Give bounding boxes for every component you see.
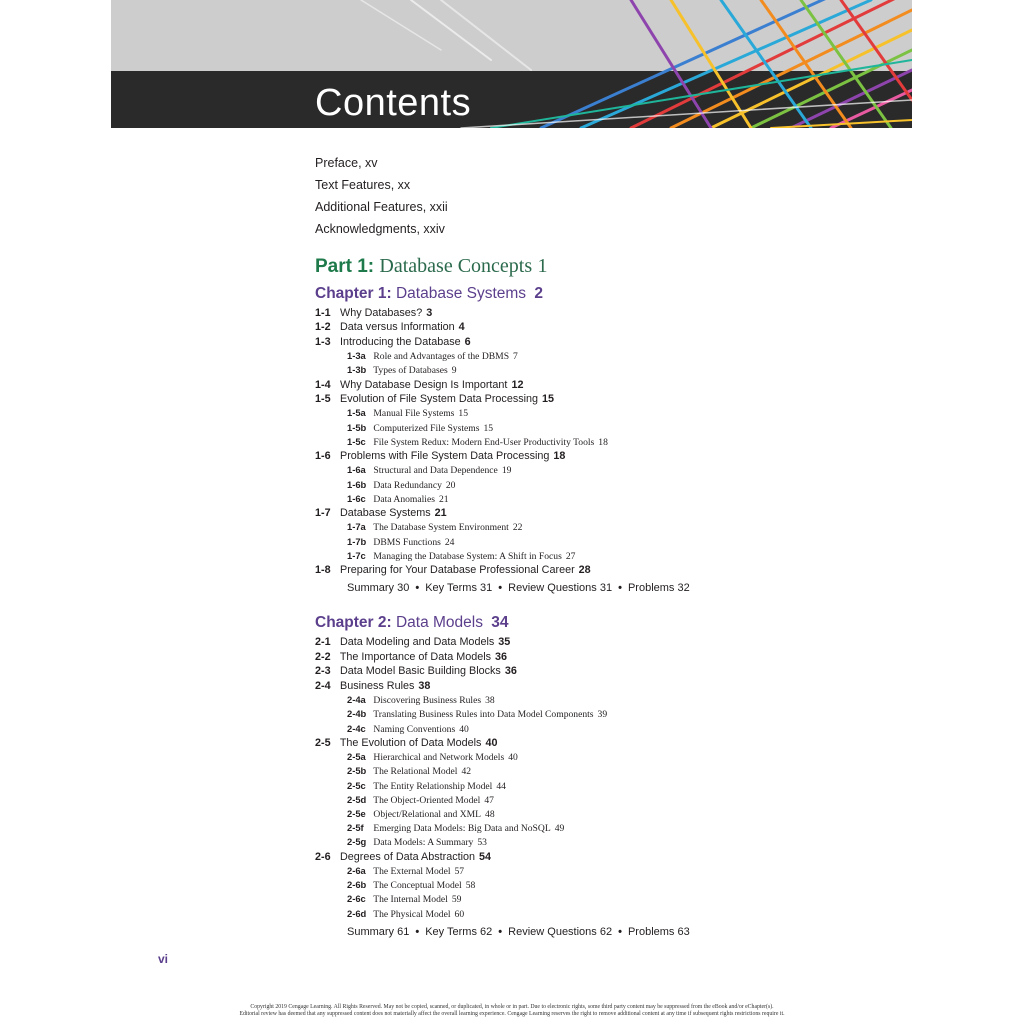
section-title: Preparing for Your Database Professional Career — [340, 564, 575, 577]
section-number: 2-1 — [315, 636, 331, 649]
summary-item[interactable]: Problems 32 — [627, 582, 690, 595]
section-page: 21 — [438, 493, 449, 505]
section-page: 59 — [451, 894, 462, 906]
toc-subsection-row[interactable] — [315, 463, 875, 477]
section-title: Data Anomalies — [373, 493, 435, 505]
toc-section-row[interactable] — [315, 306, 875, 320]
section-page: 38 — [485, 695, 495, 707]
section-page: 40 — [459, 723, 469, 735]
section-title: The Importance of Data Models — [339, 650, 492, 663]
bullet-separator: • — [498, 582, 503, 595]
section-number: 2-3 — [315, 665, 331, 678]
section-page: 57 — [454, 865, 465, 877]
part-label: Part 1: — [315, 256, 375, 277]
bullet-separator: • — [415, 925, 420, 938]
section-title: The Internal Model — [373, 894, 448, 906]
section-title: Data versus Information — [340, 321, 455, 334]
section-page: 28 — [578, 564, 591, 577]
toc-subsection-row[interactable] — [315, 793, 875, 807]
section-page: 49 — [554, 823, 565, 835]
summary-item[interactable]: Summary 61 — [347, 925, 410, 938]
front-matter-item[interactable]: Additional Features, xxii — [315, 200, 448, 214]
part-page: 1 — [537, 255, 548, 277]
section-page: 35 — [498, 636, 511, 649]
bullet-separator: • — [618, 925, 622, 938]
part-heading[interactable] — [315, 253, 875, 280]
section-page: 39 — [597, 709, 608, 721]
section-number: 2-5f — [347, 822, 364, 834]
toc-subsection-row[interactable] — [315, 722, 875, 736]
section-page: 53 — [477, 837, 487, 849]
summary-item[interactable]: Key Terms 62 — [425, 925, 493, 938]
toc-subsection-row[interactable] — [315, 707, 875, 721]
section-page: 20 — [445, 479, 456, 491]
decorative-lines-graphic — [111, 0, 912, 128]
section-title: Business Rules — [340, 679, 415, 692]
section-number: 1-3b — [347, 364, 367, 376]
section-number: 2-5d — [347, 793, 367, 805]
section-title: Naming Conventions — [373, 723, 456, 735]
section-title: Hierarchical and Network Models — [373, 752, 505, 764]
section-page: 15 — [542, 393, 555, 406]
toc-subsection-row[interactable] — [315, 349, 875, 363]
chapter-heading[interactable] — [315, 613, 875, 633]
section-number: 2-5 — [315, 736, 331, 749]
section-title: Database Systems — [340, 507, 431, 520]
page-number: vi — [158, 952, 169, 966]
section-number: 1-6a — [347, 464, 366, 476]
chapter-1 — [315, 284, 875, 595]
section-number: 1-5b — [347, 421, 367, 433]
toc-subsection-row[interactable] — [315, 520, 875, 534]
section-number: 2-5e — [347, 807, 366, 819]
section-title: Why Databases? — [340, 307, 423, 319]
toc-subsection-row[interactable] — [315, 892, 875, 906]
section-number: 2-5a — [347, 751, 366, 763]
section-page: 38 — [418, 679, 431, 692]
toc-subsection-row[interactable] — [315, 821, 875, 835]
section-title: File System Redux: Modern End-User Productivity Tools — [373, 436, 595, 448]
section-page: 15 — [458, 408, 469, 420]
toc-subsection-row[interactable] — [315, 363, 875, 377]
toc-subsection-row[interactable] — [315, 764, 875, 778]
section-number: 1-4 — [315, 378, 331, 391]
section-title: Degrees of Data Abstraction — [340, 850, 476, 863]
chapter-summary-line — [315, 925, 875, 939]
section-number: 2-4 — [315, 679, 331, 692]
chapter-title: Data Models — [395, 614, 483, 632]
section-page: 18 — [553, 450, 566, 463]
toc-subsection-row[interactable] — [315, 693, 875, 707]
section-number: 2-4a — [347, 694, 366, 706]
front-matter-item[interactable]: Text Features, xx — [315, 178, 411, 192]
section-number: 1-5a — [347, 407, 366, 419]
toc-section-row[interactable] — [315, 506, 875, 520]
toc-subsection-row[interactable] — [315, 549, 875, 563]
toc-section-row[interactable] — [315, 449, 875, 463]
chapter-1-sections — [315, 306, 875, 577]
section-title: Emerging Data Models: Big Data and NoSQL — [373, 823, 551, 835]
section-page: 42 — [461, 766, 472, 778]
chapter-title: Database Systems — [395, 285, 527, 302]
section-number: 1-5 — [315, 393, 331, 406]
section-title: Structural and Data Dependence — [373, 465, 498, 477]
section-title: Data Models: A Summary — [373, 837, 474, 849]
front-matter-list — [315, 152, 448, 240]
toc-section-row[interactable] — [315, 679, 875, 693]
section-number: 1-6c — [347, 492, 366, 504]
section-page: 40 — [485, 736, 498, 749]
toc-subsection-row[interactable] — [315, 435, 875, 449]
section-page: 48 — [485, 808, 495, 820]
section-title: Object/Relational and XML — [373, 808, 482, 820]
toc-subsection-row[interactable] — [315, 421, 875, 435]
summary-item[interactable]: Key Terms 31 — [425, 582, 493, 595]
toc-section-row[interactable] — [315, 563, 875, 577]
toc-subsection-row[interactable] — [315, 835, 875, 849]
toc-section-row[interactable] — [315, 378, 875, 392]
toc-subsection-row[interactable] — [315, 478, 875, 492]
section-title: The External Model — [373, 865, 451, 877]
summary-item[interactable]: Review Questions 62 — [508, 925, 613, 938]
copyright-notice — [190, 1004, 834, 1018]
toc-subsection-row[interactable] — [315, 864, 875, 878]
toc-section-row[interactable] — [315, 736, 875, 750]
part-title: Database Concepts — [379, 255, 533, 277]
section-title: DBMS Functions — [373, 536, 441, 548]
chapter-summary-line — [315, 581, 875, 595]
section-number: 2-4b — [347, 708, 367, 720]
bullet-separator: • — [618, 582, 622, 595]
section-title: Why Database Design Is Important — [340, 378, 508, 391]
summary-item[interactable]: Review Questions 31 — [508, 582, 613, 595]
section-page: 47 — [484, 794, 494, 806]
front-matter-item[interactable]: Preface, xv — [315, 156, 378, 170]
section-number: 2-5c — [347, 779, 366, 791]
toc-section-row[interactable] — [315, 650, 875, 664]
section-title: Types of Databases — [373, 365, 448, 377]
section-title: The Entity Relationship Model — [373, 780, 493, 792]
toc-subsection-row[interactable] — [315, 535, 875, 549]
toc-subsection-row[interactable] — [315, 807, 875, 821]
section-page: 7 — [513, 351, 518, 363]
section-title: Managing the Database System: A Shift in Focus — [373, 550, 562, 562]
header-banner — [111, 0, 912, 128]
section-page: 21 — [434, 507, 447, 520]
copyright-line: Editorial review has deemed that any suppressed content does not materially affect the overall learning experience. Cengage Learning reserves the right to remove additional content at any time if subsequent rights restrictions require it. — [239, 1011, 785, 1017]
section-title: Data Modeling and Data Models — [340, 636, 495, 649]
section-title: Introducing the Database — [340, 335, 461, 348]
toc-section-row[interactable] — [315, 335, 875, 349]
section-page: 6 — [464, 335, 471, 348]
section-page: 60 — [454, 908, 465, 920]
toc-section-row[interactable] — [315, 320, 875, 334]
summary-item[interactable]: Summary 30 — [347, 582, 410, 595]
front-matter-item[interactable]: Acknowledgments, xxiv — [315, 222, 445, 236]
section-number: 2-6b — [347, 879, 367, 891]
section-page: 58 — [465, 880, 476, 892]
section-number: 2-6a — [347, 864, 366, 876]
section-title: Problems with File System Data Processing — [340, 450, 550, 463]
section-page: 3 — [426, 307, 433, 319]
table-of-contents — [315, 253, 875, 939]
section-page: 36 — [495, 650, 508, 663]
section-number: 2-4c — [347, 722, 366, 734]
section-title: Translating Business Rules into Data Model Components — [373, 709, 594, 721]
section-number: 1-3 — [315, 335, 331, 348]
section-page: 36 — [504, 665, 517, 678]
summary-item[interactable]: Problems 63 — [627, 925, 690, 938]
section-title: The Evolution of Data Models — [339, 736, 482, 749]
section-page: 18 — [598, 436, 608, 448]
page-title: Contents — [315, 82, 472, 124]
section-title: Discovering Business Rules — [373, 695, 482, 707]
section-page: 44 — [496, 780, 506, 792]
chapter-2-sections — [315, 635, 875, 920]
chapter-page: 34 — [491, 614, 509, 632]
toc-subsection-row[interactable] — [315, 779, 875, 793]
section-title: Data Model Basic Building Blocks — [340, 665, 501, 678]
section-title: Computerized File Systems — [373, 422, 480, 434]
chapter-label: Chapter 1: — [315, 285, 392, 302]
toc-subsection-row[interactable] — [315, 406, 875, 420]
section-title: The Object-Oriented Model — [373, 794, 481, 806]
section-page: 22 — [512, 522, 523, 534]
toc-section-row[interactable] — [315, 392, 875, 406]
chapter-heading[interactable] — [315, 284, 875, 304]
toc-section-row[interactable] — [315, 850, 875, 864]
section-number: 1-6b — [347, 478, 367, 490]
section-title: Role and Advantages of the DBMS — [373, 351, 510, 363]
section-title: The Database System Environment — [373, 522, 509, 534]
section-page: 15 — [483, 422, 494, 434]
chapter-page: 2 — [534, 285, 543, 302]
section-title: Evolution of File System Data Processing — [340, 393, 539, 406]
toc-subsection-row[interactable] — [315, 878, 875, 892]
toc-subsection-row[interactable] — [315, 492, 875, 506]
section-page: 12 — [511, 378, 524, 391]
section-title: The Physical Model — [373, 908, 451, 920]
section-page: 9 — [451, 365, 457, 377]
section-page: 40 — [508, 752, 518, 764]
section-page: 4 — [458, 321, 465, 334]
section-title: The Conceptual Model — [373, 880, 462, 892]
section-number: 2-5b — [347, 765, 367, 777]
section-number: 2-2 — [315, 650, 331, 663]
section-number: 1-2 — [315, 321, 331, 334]
bullet-separator: • — [415, 582, 420, 595]
section-number: 1-1 — [315, 307, 331, 319]
section-page: 24 — [444, 536, 455, 548]
section-number: 1-6 — [315, 450, 331, 463]
section-page: 27 — [565, 550, 576, 562]
section-page: 54 — [479, 850, 492, 863]
section-number: 1-7a — [347, 521, 366, 533]
section-number: 1-3a — [347, 350, 366, 362]
section-number: 1-7 — [315, 507, 331, 520]
section-number: 1-7b — [347, 535, 367, 547]
chapter-label: Chapter 2: — [315, 614, 392, 632]
toc-subsection-row[interactable] — [315, 907, 875, 921]
section-number: 2-5g — [347, 836, 367, 848]
section-page: 19 — [501, 465, 512, 477]
chapter-2 — [315, 613, 875, 938]
section-number: 1-5c — [347, 435, 366, 447]
section-title: The Relational Model — [373, 766, 458, 778]
bullet-separator: • — [498, 925, 503, 938]
toc-section-row[interactable] — [315, 635, 875, 649]
section-title: Data Redundancy — [373, 479, 442, 491]
toc-subsection-row[interactable] — [315, 750, 875, 764]
copyright-line: Copyright 2019 Cengage Learning. All Rights Reserved. May not be copied, scanned, or duplicated, in whole or in part. Due to electronic rights, some third party content may be suppressed from the eBook and/or eChapter(s). — [250, 1004, 774, 1010]
section-number: 2-6 — [315, 850, 331, 863]
section-title: Manual File Systems — [373, 408, 455, 420]
section-number: 2-6d — [347, 907, 367, 919]
section-number: 1-7c — [347, 549, 366, 561]
toc-section-row[interactable] — [315, 664, 875, 678]
section-number: 2-6c — [347, 893, 366, 905]
section-number: 1-8 — [315, 564, 331, 577]
